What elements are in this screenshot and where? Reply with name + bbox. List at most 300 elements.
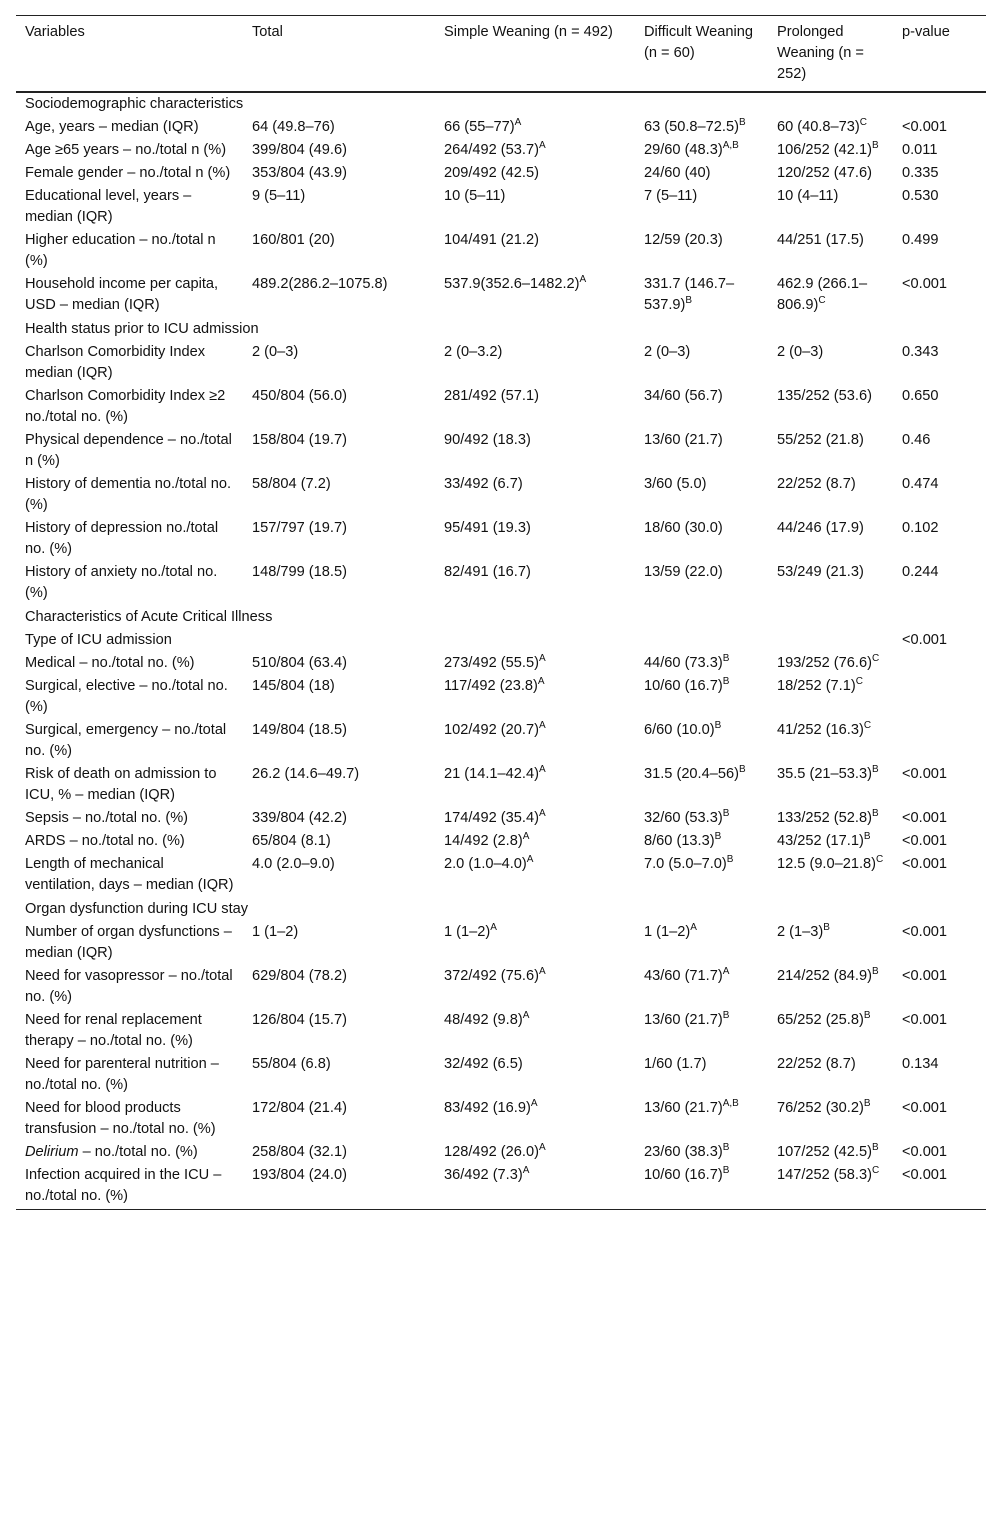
cell-text: Higher education – no./total n (%)	[25, 232, 216, 269]
p-value-cell	[893, 117, 986, 140]
significance-superscript: B	[871, 140, 879, 152]
cell-text: Length of mechanical ventilation, days – median (IQR)	[25, 856, 234, 893]
table-row	[16, 474, 986, 518]
cell-text: 214/252 (84.9)	[777, 968, 872, 984]
prolonged-weaning-cell	[768, 1054, 893, 1098]
cell-text: 0.011	[902, 142, 938, 158]
cell-text: 510/804 (63.4)	[252, 655, 347, 671]
difficult-weaning-cell	[635, 764, 768, 808]
cell-text: History of dementia no./total no. (%)	[25, 476, 232, 513]
cell-text: 35.5 (21–53.3)	[777, 766, 872, 782]
cell-text: <0.001	[902, 119, 948, 135]
variable-cell	[16, 676, 243, 720]
cell-text: 126/804 (15.7)	[252, 1012, 347, 1028]
prolonged-weaning-cell	[768, 518, 893, 562]
p-value-cell	[893, 163, 986, 186]
cell-text: 462.9 (266.1–806.9)	[777, 276, 868, 313]
cell-text: 0.46	[902, 432, 931, 448]
cell-text: 63 (50.8–72.5)	[644, 119, 739, 135]
prolonged-weaning-cell	[768, 1165, 893, 1210]
total-cell	[243, 342, 435, 386]
cell-text: 158/804 (19.7)	[252, 432, 347, 448]
table-body	[16, 92, 986, 1210]
significance-superscript: B	[722, 1010, 730, 1022]
cell-text: 8/60 (13.3)	[644, 833, 715, 849]
cell-text: 2 (0–3.2)	[444, 344, 503, 360]
total-cell	[243, 676, 435, 720]
difficult-weaning-cell	[635, 474, 768, 518]
table-row	[16, 676, 986, 720]
prolonged-weaning-cell	[768, 230, 893, 274]
significance-superscript: A,B	[722, 1098, 739, 1110]
table-row	[16, 966, 986, 1010]
cell-text: Household income per capita, USD – median (IQR)	[25, 276, 219, 313]
prolonged-weaning-cell	[768, 720, 893, 764]
cell-text: <0.001	[902, 276, 948, 292]
significance-superscript: A	[526, 854, 534, 866]
cell-text: 9 (5–11)	[252, 188, 306, 204]
variable-cell	[16, 720, 243, 764]
prolonged-weaning-cell	[768, 386, 893, 430]
difficult-weaning-cell	[635, 922, 768, 966]
significance-superscript: B	[871, 808, 879, 820]
significance-superscript: A	[522, 1165, 530, 1177]
p-value-cell	[893, 1142, 986, 1165]
p-value-cell	[893, 676, 986, 720]
cell-text: 160/801 (20)	[252, 232, 335, 248]
significance-superscript: C	[818, 295, 826, 307]
section-heading: Organ dysfunction during ICU stay	[25, 901, 249, 917]
cell-text: 1 (1–2)	[644, 924, 691, 940]
table-row	[16, 386, 986, 430]
section-heading: Health status prior to ICU admission	[25, 321, 259, 337]
table-row	[16, 808, 986, 831]
p-value-cell	[893, 1010, 986, 1054]
cell-text: 133/252 (52.8)	[777, 810, 872, 826]
cell-text: 2 (0–3)	[777, 344, 824, 360]
cell-text: 331.7 (146.7–537.9)	[644, 276, 735, 313]
table-row	[16, 1098, 986, 1142]
simple-weaning-cell	[435, 1098, 635, 1142]
cell-text: 48/492 (9.8)	[444, 1012, 523, 1028]
variable-cell	[16, 386, 243, 430]
variable-cell	[16, 1098, 243, 1142]
section-row	[16, 92, 986, 117]
cell-text: 14/492 (2.8)	[444, 833, 523, 849]
significance-superscript: A	[514, 117, 522, 129]
significance-superscript: A,B	[722, 140, 739, 152]
total-cell	[243, 140, 435, 163]
simple-weaning-cell	[435, 117, 635, 140]
simple-weaning-cell	[435, 1142, 635, 1165]
table-row	[16, 1142, 986, 1165]
significance-superscript: A	[538, 140, 546, 152]
significance-superscript: A	[530, 1098, 538, 1110]
difficult-weaning-cell	[635, 854, 768, 898]
simple-weaning-cell	[435, 342, 635, 386]
table-row	[16, 186, 986, 230]
cell-text: 0.134	[902, 1056, 939, 1072]
significance-superscript: B	[863, 831, 871, 843]
total-cell	[243, 1142, 435, 1165]
cell-text: 193/804 (24.0)	[252, 1167, 347, 1183]
p-value-cell	[893, 1054, 986, 1098]
total-cell	[243, 653, 435, 676]
variable-cell	[16, 518, 243, 562]
simple-weaning-cell	[435, 163, 635, 186]
variable-cell	[16, 430, 243, 474]
significance-superscript: B	[863, 1098, 871, 1110]
prolonged-weaning-cell	[768, 630, 893, 653]
p-value-cell	[893, 518, 986, 562]
table-row	[16, 562, 986, 606]
cell-text: 36/492 (7.3)	[444, 1167, 523, 1183]
cell-text: 0.474	[902, 476, 939, 492]
cell-text: 12.5 (9.0–21.8)	[777, 856, 876, 872]
p-value-cell	[893, 808, 986, 831]
cell-text: 7.0 (5.0–7.0)	[644, 856, 727, 872]
simple-weaning-cell	[435, 630, 635, 653]
cell-text: 629/804 (78.2)	[252, 968, 347, 984]
simple-weaning-cell	[435, 831, 635, 854]
cell-text: <0.001	[902, 766, 948, 782]
p-value-cell	[893, 720, 986, 764]
cell-text: History of depression no./total no. (%)	[25, 520, 219, 557]
total-cell	[243, 230, 435, 274]
variable-cell	[16, 1054, 243, 1098]
significance-superscript: C	[871, 1165, 880, 1177]
significance-superscript: C	[876, 854, 884, 866]
difficult-weaning-cell	[635, 1098, 768, 1142]
p-value-cell	[893, 186, 986, 230]
cell-text: 107/252 (42.5)	[777, 1144, 872, 1160]
significance-superscript: A	[522, 831, 530, 843]
section-row	[16, 898, 986, 922]
cell-text: Age, years – median (IQR)	[25, 119, 199, 135]
table-row	[16, 230, 986, 274]
p-value-cell	[893, 140, 986, 163]
cell-text: 2.0 (1.0–4.0)	[444, 856, 527, 872]
table-row	[16, 430, 986, 474]
prolonged-weaning-cell	[768, 1098, 893, 1142]
prolonged-weaning-cell	[768, 922, 893, 966]
significance-superscript: B	[722, 676, 730, 688]
cell-text: 12/59 (20.3)	[644, 232, 723, 248]
significance-superscript: B	[714, 831, 722, 843]
p-value-cell	[893, 831, 986, 854]
prolonged-weaning-cell	[768, 653, 893, 676]
simple-weaning-cell	[435, 1054, 635, 1098]
variable-cell	[16, 163, 243, 186]
p-value-cell	[893, 653, 986, 676]
prolonged-weaning-cell	[768, 1010, 893, 1054]
cell-text: 95/491 (19.3)	[444, 520, 531, 536]
variable-cell	[16, 562, 243, 606]
p-value-cell	[893, 854, 986, 898]
header-prolonged-weaning: Prolonged Weaning (n = 252)	[777, 24, 864, 82]
cell-text: Need for vasopressor – no./total no. (%)	[25, 968, 233, 1005]
variable-cell	[16, 230, 243, 274]
table-row	[16, 653, 986, 676]
variable-cell	[16, 966, 243, 1010]
cell-text: 41/252 (16.3)	[777, 722, 864, 738]
cell-text: 10/60 (16.7)	[644, 1167, 723, 1183]
total-cell	[243, 163, 435, 186]
variable-cell	[16, 808, 243, 831]
total-cell	[243, 518, 435, 562]
simple-weaning-cell	[435, 764, 635, 808]
table-row	[16, 630, 986, 653]
p-value-cell	[893, 1098, 986, 1142]
variable-cell	[16, 140, 243, 163]
prolonged-weaning-cell	[768, 562, 893, 606]
difficult-weaning-cell	[635, 1010, 768, 1054]
cell-text: Number of organ dysfunctions – median (IQR)	[25, 924, 232, 961]
total-cell	[243, 386, 435, 430]
header-simple-weaning: Simple Weaning (n = 492)	[444, 24, 613, 40]
simple-weaning-cell	[435, 430, 635, 474]
cell-text: <0.001	[902, 1012, 948, 1028]
variable-cell	[16, 653, 243, 676]
header-total: Total	[252, 24, 283, 40]
total-cell	[243, 922, 435, 966]
cell-text: <0.001	[902, 1167, 948, 1183]
prolonged-weaning-cell	[768, 764, 893, 808]
significance-superscript: B	[738, 764, 746, 776]
cell-text: Charlson Comorbidity Index median (IQR)	[25, 344, 206, 381]
difficult-weaning-cell	[635, 386, 768, 430]
simple-weaning-cell	[435, 720, 635, 764]
section-heading: Sociodemographic characteristics	[25, 96, 244, 112]
total-cell	[243, 1010, 435, 1054]
simple-weaning-cell	[435, 808, 635, 831]
total-cell	[243, 562, 435, 606]
cell-text: 149/804 (18.5)	[252, 722, 347, 738]
significance-superscript: B	[871, 966, 879, 978]
cell-text: 44/251 (17.5)	[777, 232, 864, 248]
cell-text: 0.343	[902, 344, 939, 360]
significance-superscript: C	[871, 653, 880, 665]
significance-superscript: A	[490, 922, 497, 934]
p-value-cell	[893, 966, 986, 1010]
cell-text: 44/246 (17.9)	[777, 520, 864, 536]
table-row	[16, 1165, 986, 1210]
total-cell	[243, 630, 435, 653]
p-value-cell	[893, 630, 986, 653]
cell-text: 32/492 (6.5)	[444, 1056, 523, 1072]
cell-text: 18/252 (7.1)	[777, 678, 856, 694]
p-value-cell	[893, 430, 986, 474]
cell-text: 34/60 (56.7)	[644, 388, 723, 404]
cell-text: 10 (4–11)	[777, 188, 839, 204]
total-cell	[243, 1054, 435, 1098]
cell-text: 258/804 (32.1)	[252, 1144, 347, 1160]
cell-text: Delirium	[25, 1144, 79, 1160]
cell-text: Charlson Comorbidity Index ≥2 no./total no. (%)	[25, 388, 226, 425]
cell-text: 0.499	[902, 232, 939, 248]
simple-weaning-cell	[435, 1010, 635, 1054]
cell-text: Educational level, years – median (IQR)	[25, 188, 192, 225]
difficult-weaning-cell	[635, 342, 768, 386]
significance-superscript: A	[537, 676, 545, 688]
table-row	[16, 117, 986, 140]
cell-text: 18/60 (30.0)	[644, 520, 723, 536]
cell-text: 23/60 (38.3)	[644, 1144, 723, 1160]
cell-text: 65/804 (8.1)	[252, 833, 331, 849]
cell-text: <0.001	[902, 1144, 948, 1160]
cell-text: 2 (0–3)	[644, 344, 691, 360]
p-value-cell	[893, 764, 986, 808]
cell-text: 353/804 (43.9)	[252, 165, 347, 181]
cell-text: 22/252 (8.7)	[777, 476, 856, 492]
cell-text: 193/252 (76.6)	[777, 655, 872, 671]
variable-cell	[16, 1010, 243, 1054]
cell-text: 65/252 (25.8)	[777, 1012, 864, 1028]
significance-superscript: B	[714, 720, 722, 732]
difficult-weaning-cell	[635, 430, 768, 474]
prolonged-weaning-cell	[768, 117, 893, 140]
significance-superscript: B	[823, 922, 830, 934]
significance-superscript: C	[859, 117, 867, 129]
cell-text: 174/492 (35.4)	[444, 810, 539, 826]
header-variables: Variables	[25, 24, 85, 40]
significance-superscript: B	[738, 117, 746, 129]
table-row	[16, 831, 986, 854]
significance-superscript: A	[538, 720, 546, 732]
cell-text: 26.2 (14.6–49.7)	[252, 766, 360, 782]
cell-text: 117/492 (23.8)	[444, 678, 538, 694]
cell-text: 1 (1–2)	[444, 924, 491, 940]
prolonged-weaning-cell	[768, 854, 893, 898]
cell-text: 2 (0–3)	[252, 344, 299, 360]
cell-text: 273/492 (55.5)	[444, 655, 539, 671]
cell-text: Need for blood products transfusion – no./total no. (%)	[25, 1100, 216, 1137]
table-row	[16, 342, 986, 386]
difficult-weaning-cell	[635, 966, 768, 1010]
table-row	[16, 854, 986, 898]
cell-text: 104/491 (21.2)	[444, 232, 539, 248]
prolonged-weaning-cell	[768, 274, 893, 318]
variable-cell	[16, 342, 243, 386]
cell-text: 339/804 (42.2)	[252, 810, 347, 826]
table-row	[16, 764, 986, 808]
cell-text: 264/492 (53.7)	[444, 142, 539, 158]
p-value-cell	[893, 274, 986, 318]
difficult-weaning-cell	[635, 676, 768, 720]
cell-text: 32/60 (53.3)	[644, 810, 723, 826]
significance-superscript: A	[579, 274, 587, 286]
cell-text: 147/252 (58.3)	[777, 1167, 872, 1183]
total-cell	[243, 1098, 435, 1142]
simple-weaning-cell	[435, 1165, 635, 1210]
p-value-cell	[893, 1165, 986, 1210]
cell-text: <0.001	[902, 968, 948, 984]
cell-text: 489.2(286.2–1075.8)	[252, 276, 388, 292]
cell-text: 157/797 (19.7)	[252, 520, 347, 536]
simple-weaning-cell	[435, 676, 635, 720]
cell-text: 0.335	[902, 165, 939, 181]
prolonged-weaning-cell	[768, 140, 893, 163]
prolonged-weaning-cell	[768, 430, 893, 474]
significance-superscript: C	[855, 676, 863, 688]
cell-text: 0.530	[902, 188, 939, 204]
significance-superscript: A	[538, 1142, 546, 1154]
significance-superscript: B	[722, 1165, 730, 1177]
cell-text: 145/804 (18)	[252, 678, 335, 694]
difficult-weaning-cell	[635, 720, 768, 764]
difficult-weaning-cell	[635, 808, 768, 831]
cell-text: 13/60 (21.7)	[644, 1100, 723, 1116]
variable-cell	[16, 117, 243, 140]
total-cell	[243, 808, 435, 831]
cell-text: <0.001	[902, 810, 948, 826]
cell-text: 82/491 (16.7)	[444, 564, 531, 580]
significance-superscript: B	[722, 1142, 730, 1154]
cell-text: 60 (40.8–73)	[777, 119, 860, 135]
cell-text: 13/60 (21.7)	[644, 432, 723, 448]
p-value-cell	[893, 386, 986, 430]
cell-text: 135/252 (53.6)	[777, 388, 872, 404]
cell-text: Sepsis – no./total no. (%)	[25, 810, 189, 826]
simple-weaning-cell	[435, 230, 635, 274]
difficult-weaning-cell	[635, 1054, 768, 1098]
cell-text: 128/492 (26.0)	[444, 1144, 539, 1160]
p-value-cell	[893, 230, 986, 274]
p-value-cell	[893, 474, 986, 518]
cell-text: 33/492 (6.7)	[444, 476, 523, 492]
cell-text: 399/804 (49.6)	[252, 142, 347, 158]
simple-weaning-cell	[435, 966, 635, 1010]
cell-text: 24/60 (40)	[644, 165, 711, 181]
variable-cell	[16, 474, 243, 518]
cell-text: 3/60 (5.0)	[644, 476, 707, 492]
cell-text: 537.9(352.6–1482.2)	[444, 276, 580, 292]
cell-text: 31.5 (20.4–56)	[644, 766, 739, 782]
cell-text: 6/60 (10.0)	[644, 722, 715, 738]
prolonged-weaning-cell	[768, 966, 893, 1010]
difficult-weaning-cell	[635, 653, 768, 676]
cell-text: 148/799 (18.5)	[252, 564, 347, 580]
header-difficult-weaning: Difficult Weaning (n = 60)	[644, 24, 753, 61]
total-cell	[243, 430, 435, 474]
simple-weaning-cell	[435, 186, 635, 230]
simple-weaning-cell	[435, 474, 635, 518]
prolonged-weaning-cell	[768, 808, 893, 831]
significance-superscript: B	[871, 764, 879, 776]
cell-text: 102/492 (20.7)	[444, 722, 539, 738]
variable-cell	[16, 274, 243, 318]
cell-text: ARDS – no./total no. (%)	[25, 833, 185, 849]
significance-superscript: A	[538, 966, 546, 978]
cell-text: 53/249 (21.3)	[777, 564, 864, 580]
cell-text: <0.001	[902, 856, 948, 872]
prolonged-weaning-cell	[768, 676, 893, 720]
total-cell	[243, 854, 435, 898]
variable-cell	[16, 1165, 243, 1210]
prolonged-weaning-cell	[768, 342, 893, 386]
table-row	[16, 720, 986, 764]
table-row	[16, 518, 986, 562]
difficult-weaning-cell	[635, 630, 768, 653]
variable-cell	[16, 922, 243, 966]
total-cell	[243, 117, 435, 140]
significance-superscript: A	[538, 808, 546, 820]
cell-text: Surgical, elective – no./total no. (%)	[25, 678, 228, 715]
variable-cell	[16, 1142, 243, 1165]
cell-text: <0.001	[902, 1100, 948, 1116]
total-cell	[243, 474, 435, 518]
total-cell	[243, 966, 435, 1010]
